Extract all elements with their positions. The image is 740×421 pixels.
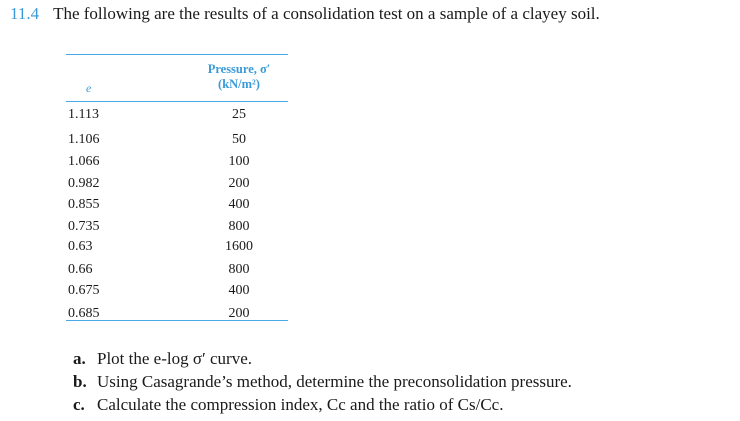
cell-pressure: 200 [228,176,250,191]
question-letter: b. [73,372,87,391]
cell-pressure: 200 [228,306,250,321]
cell-e: 0.855 [68,197,100,212]
question-b [73,370,572,393]
question-letter: c. [73,395,85,414]
header-void-ratio: e [86,81,92,95]
cell-pressure: 400 [228,283,250,298]
header-pressure [199,62,279,92]
cell-e: 1.106 [68,132,100,147]
cell-pressure: 400 [228,197,250,212]
next-problem-cut-off [0,416,740,421]
header-pressure-label: Pressure, σ′ [207,62,271,76]
cell-e: 0.675 [68,283,100,298]
cell-e: 1.066 [68,154,100,169]
cell-pressure: 50 [232,132,246,147]
cell-e: 0.63 [68,239,93,254]
problem-heading [10,4,600,24]
cell-e: 0.685 [68,306,100,321]
question-letter: a. [73,349,86,368]
cell-pressure: 800 [228,219,250,234]
question-c [73,393,572,416]
question-text: Calculate the compression index, Cc and the ratio of Cs/Cc. [97,395,504,414]
cell-pressure: 25 [232,107,246,122]
header-pressure-unit: (kN/m²) [218,77,260,91]
cell-e: 0.982 [68,176,100,191]
cell-e: 0.735 [68,219,100,234]
cell-e: 1.113 [68,107,99,122]
question-text: Using Casagrande’s method, determine the preconsolidation pressure. [97,372,572,391]
problem-number: 11.4 [10,4,40,23]
cell-e: 0.66 [68,262,93,277]
table-body [66,102,288,322]
cell-pressure: 800 [228,262,250,277]
question-list [73,347,572,416]
question-text: Plot the e-log σ′ curve. [97,349,252,368]
problem-statement: The following are the results of a consolidation test on a sample of a clayey soil. [53,4,600,23]
cell-pressure: 1600 [225,239,253,254]
consolidation-table [66,54,288,321]
question-a [73,347,572,370]
table-header [66,55,288,101]
cell-pressure: 100 [228,154,250,169]
